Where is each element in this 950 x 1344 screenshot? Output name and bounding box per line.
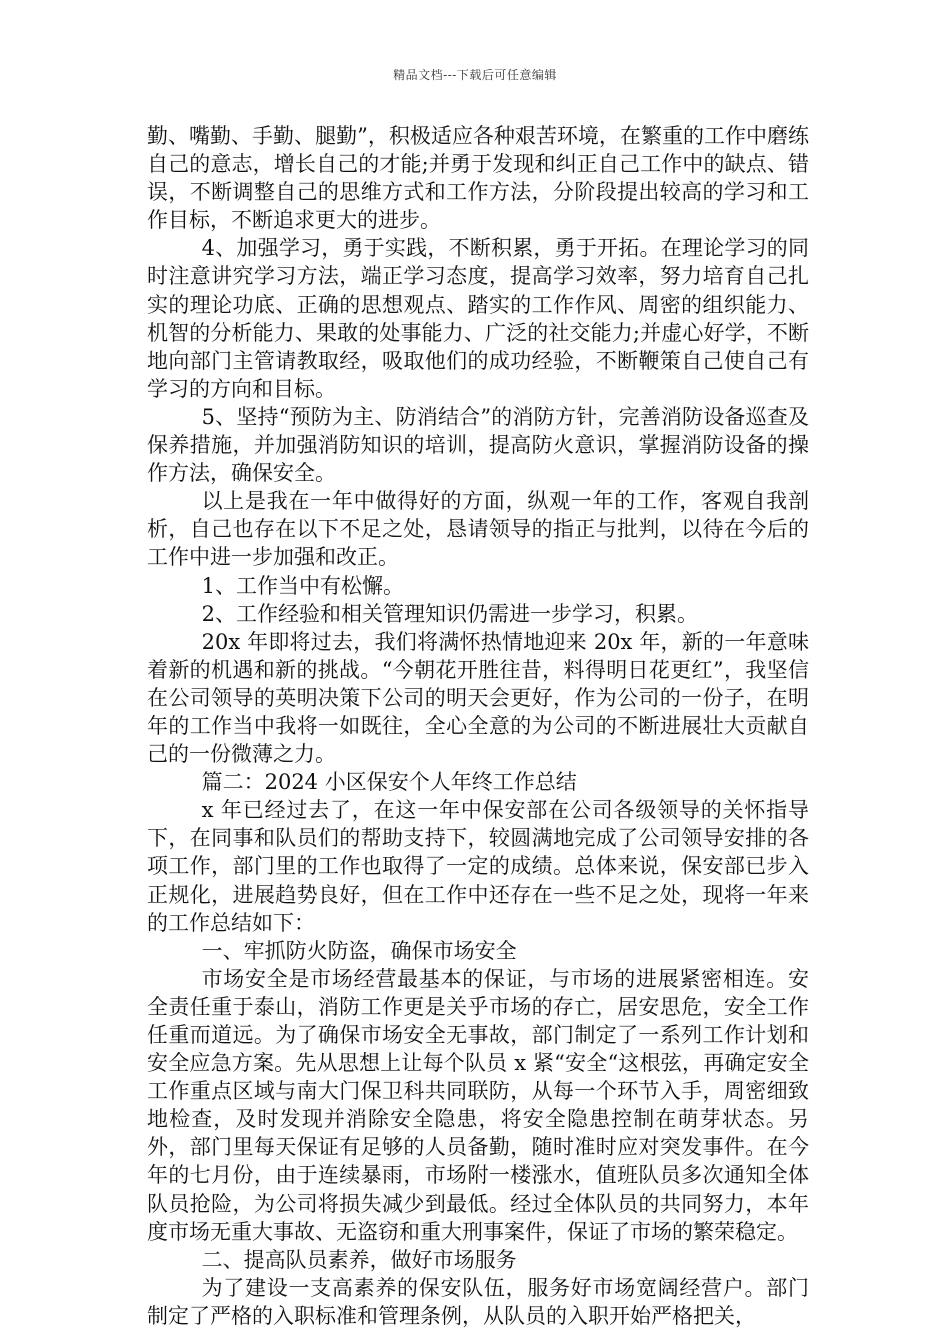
- paragraph-continuation: 勤、嘴勤、手勤、腿勤”，积极适应各种艰苦环境，在繁重的工作中磨练自己的意志，增长自己的才能;并勇于发现和纠正自己工作中的缺点、错误，不断调整自己的思维方式和工作方法，分阶段提出较高的学习和工作目标，不断追求更大的进步。: [147, 124, 809, 233]
- paragraph-outlook: 20x 年即将过去，我们将满怀热情地迎来 20x 年，新的一年意味着新的机遇和新的挑战。“今朝花开胜往昔，料得明日花更红”，我坚信在公司领导的英明决策下公司的明天会更好，作为公司的一份子，在明年的工作当中我将一如既往，全心全意的为公司的不断进展壮大贡献自己的一份微薄之力。: [147, 629, 809, 767]
- section-title-part-two: 篇二：2024 小区保安个人年终工作总结: [201, 770, 577, 795]
- paragraph-point-5: 5、坚持“预防为主、防消结合”的消防方针，完善消防设备巡查及保养措施，并加强消防知识的培训，提高防火意识，掌握消防设备的操作方法，确保安全。: [147, 404, 809, 486]
- page-header: 精品文档---下载后可任意编辑: [393, 68, 557, 82]
- paragraph-part-two-intro: x 年已经过去了，在这一年中保安部在公司各级领导的关怀指导下，在同事和队员们的帮助支持下，较圆满地完成了公司领导安排的各项工作，部门里的工作也取得了一定的成绩。总体来说，保安部已步入正规化，进展趋势良好，但在工作中还存在一些不足之处，现将一年来的工作总结如下：: [147, 798, 809, 935]
- paragraph-team-building: 为了建设一支高素养的保安队伍，服务好市场宽阔经营户。部门制定了严格的入职标准和管理条例，从队员的入职开始严格把关，: [147, 1275, 809, 1328]
- paragraph-point-4: 4、加强学习，勇于实践，不断积累，勇于开拓。在理论学习的同时注意讲究学习方法，端正学习态度，提高学习效率，努力培育自己扎实的理论功底、正确的思想观点、踏实的工作作风、周密的组织能力、机智的分析能力、果敢的处事能力、广泛的社交能力;并虚心好学，不断地向部门主管请教取经，吸取他们的成功经验，不断鞭策自己使自己有学习的方向和目标。: [147, 236, 809, 401]
- paragraph-market-safety: 市场安全是市场经营最基本的保证，与市场的进展紧密相连。安全责任重于泰山，消防工作更是关乎市场的存亡，居安思危，安全工作任重而道远。为了确保市场安全无事故，部门制定了一系列工作计划和安全应急方案。先从思想上让每个队员 x 紧“安全“这根弦，再确定安全工作重点区域与南大门保卫科共同联防，从每一个环节入手，周密细致地检查，及时发现并消除安全隐患，将安全隐患控制在萌芽状态。另外，部门里每天保证有足够的人员备勤，随时准时应对突发事件。在今年的七月份，由于连续暴雨，市场附一楼涨水，值班队员多次通知全体队员抢险，为公司将损失减少到最低。经过全体队员的共同努力，本年度市场无重大事故、无盗窃和重大刑事案件，保证了市场的繁荣稳定。: [147, 966, 809, 1244]
- heading-improve-quality: 二、提高队员素养，做好市场服务: [201, 1247, 517, 1272]
- paragraph-self-assessment: 以上是我在一年中做得好的方面，纵观一年的工作，客观自我剖析，自己也存在以下不足之处，恳请领导的指正与批判，以待在今后的工作中进一步加强和改正。: [147, 489, 809, 570]
- document-body: [147, 122, 809, 1330]
- paragraph-shortcoming-2: 2、工作经验和相关管理知识仍需进一步学习，积累。: [201, 601, 698, 626]
- paragraph-shortcoming-1: 1、工作当中有松懈。: [201, 573, 404, 598]
- heading-fire-theft-prevention: 一、牢抓防火防盗，确保市场安全: [201, 938, 517, 963]
